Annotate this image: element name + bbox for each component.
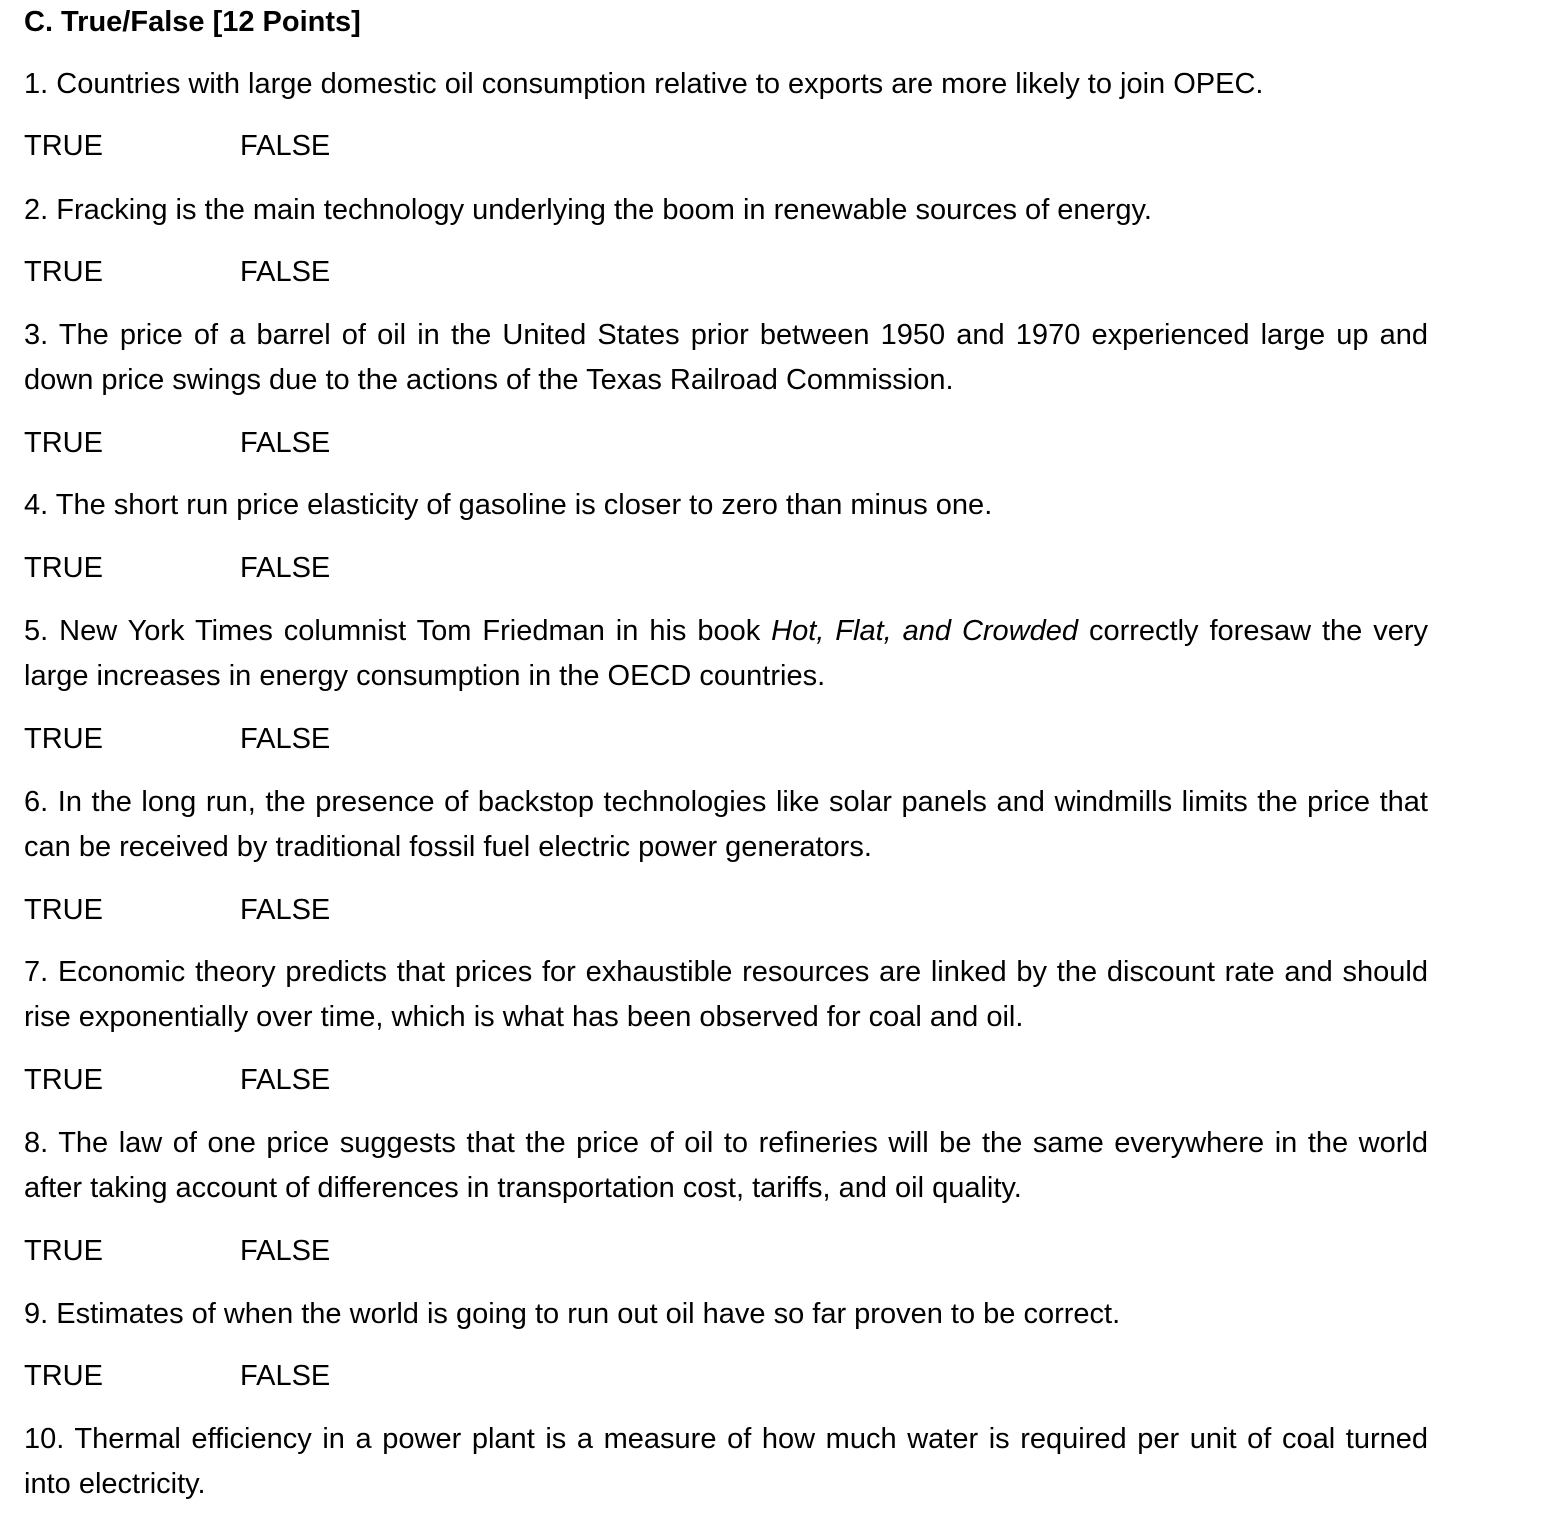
question-text: Fracking is the main technology underlying the boom in renewable sources of energy.	[56, 194, 1152, 226]
answer-options-5	[24, 719, 624, 759]
question-number: 3.	[24, 319, 49, 351]
question-text-before: New York Times columnist Tom Friedman in his book	[59, 615, 761, 647]
false-option[interactable]: FALSE	[240, 427, 331, 459]
answer-options-4	[24, 548, 624, 588]
false-option[interactable]: FALSE	[240, 894, 331, 926]
section-heading: C. True/False [12 Points]	[24, 6, 361, 38]
true-option[interactable]: TRUE	[24, 1064, 103, 1096]
question-number: 1.	[24, 68, 49, 100]
true-option[interactable]: TRUE	[24, 1235, 103, 1267]
question-number: 6.	[24, 786, 49, 818]
question-number: 9.	[24, 1298, 49, 1330]
true-option[interactable]: TRUE	[24, 427, 103, 459]
false-option[interactable]: FALSE	[240, 130, 331, 162]
true-option[interactable]: TRUE	[24, 256, 103, 288]
question-text: In the long run, the presence of backstop technologies like solar panels and windmills limits the price that can be received by traditional fossil fuel electric power generators.	[24, 786, 1428, 863]
answer-options-8	[24, 1231, 624, 1271]
true-option[interactable]: TRUE	[24, 723, 103, 755]
question-number: 2.	[24, 194, 49, 226]
true-option[interactable]: TRUE	[24, 894, 103, 926]
question-9	[24, 1292, 1428, 1337]
question-text: Economic theory predicts that prices for exhaustible resources are linked by the discount rate and should rise exponentially over time, which is what has been observed for coal and oil.	[24, 956, 1428, 1033]
question-number: 4.	[24, 489, 49, 521]
question-text: The short run price elasticity of gasoline is closer to zero than minus one.	[55, 489, 993, 521]
question-text: Estimates of when the world is going to run out oil have so far proven to be correct.	[56, 1298, 1121, 1330]
question-3	[24, 313, 1428, 403]
question-text: The law of one price suggests that the price of oil to refineries will be the same everywhere in the world after taking account of differences in transportation cost, tariffs, and oil quality.	[24, 1127, 1428, 1204]
question-text: Countries with large domestic oil consumption relative to exports are more likely to join OPEC.	[56, 68, 1264, 100]
answer-options-7	[24, 1060, 624, 1100]
false-option[interactable]: FALSE	[240, 1360, 331, 1392]
question-text: Thermal efficiency in a power plant is a measure of how much water is required per unit of coal turned into electricity.	[24, 1423, 1428, 1500]
question-10	[24, 1417, 1428, 1507]
answer-options-3	[24, 423, 624, 463]
question-8	[24, 1121, 1428, 1211]
question-text-after: correctly foresaw the very large increases in energy consumption in the OECD countries.	[24, 615, 1429, 692]
question-number: 5.	[24, 615, 49, 647]
true-option[interactable]: TRUE	[24, 1360, 103, 1392]
answer-options-1	[24, 126, 624, 166]
false-option[interactable]: FALSE	[240, 552, 331, 584]
question-6	[24, 780, 1428, 870]
question-5	[24, 609, 1428, 699]
question-7	[24, 950, 1428, 1040]
false-option[interactable]: FALSE	[240, 1235, 331, 1267]
book-title: Hot, Flat, and Crowded	[771, 615, 1079, 647]
question-2	[24, 188, 1428, 233]
question-number: 10.	[24, 1423, 65, 1455]
answer-options-2	[24, 252, 624, 292]
false-option[interactable]: FALSE	[240, 1064, 331, 1096]
true-option[interactable]: TRUE	[24, 130, 103, 162]
false-option[interactable]: FALSE	[240, 256, 331, 288]
answer-options-6	[24, 890, 624, 930]
false-option[interactable]: FALSE	[240, 723, 331, 755]
question-text: The price of a barrel of oil in the United States prior between 1950 and 1970 experienced large up and down price swings due to the actions of the Texas Railroad Commission.	[24, 319, 1428, 396]
question-number: 7.	[24, 956, 49, 988]
question-1	[24, 62, 1428, 107]
question-4	[24, 483, 1428, 528]
true-option[interactable]: TRUE	[24, 552, 103, 584]
question-number: 8.	[24, 1127, 49, 1159]
answer-options-9	[24, 1356, 624, 1396]
